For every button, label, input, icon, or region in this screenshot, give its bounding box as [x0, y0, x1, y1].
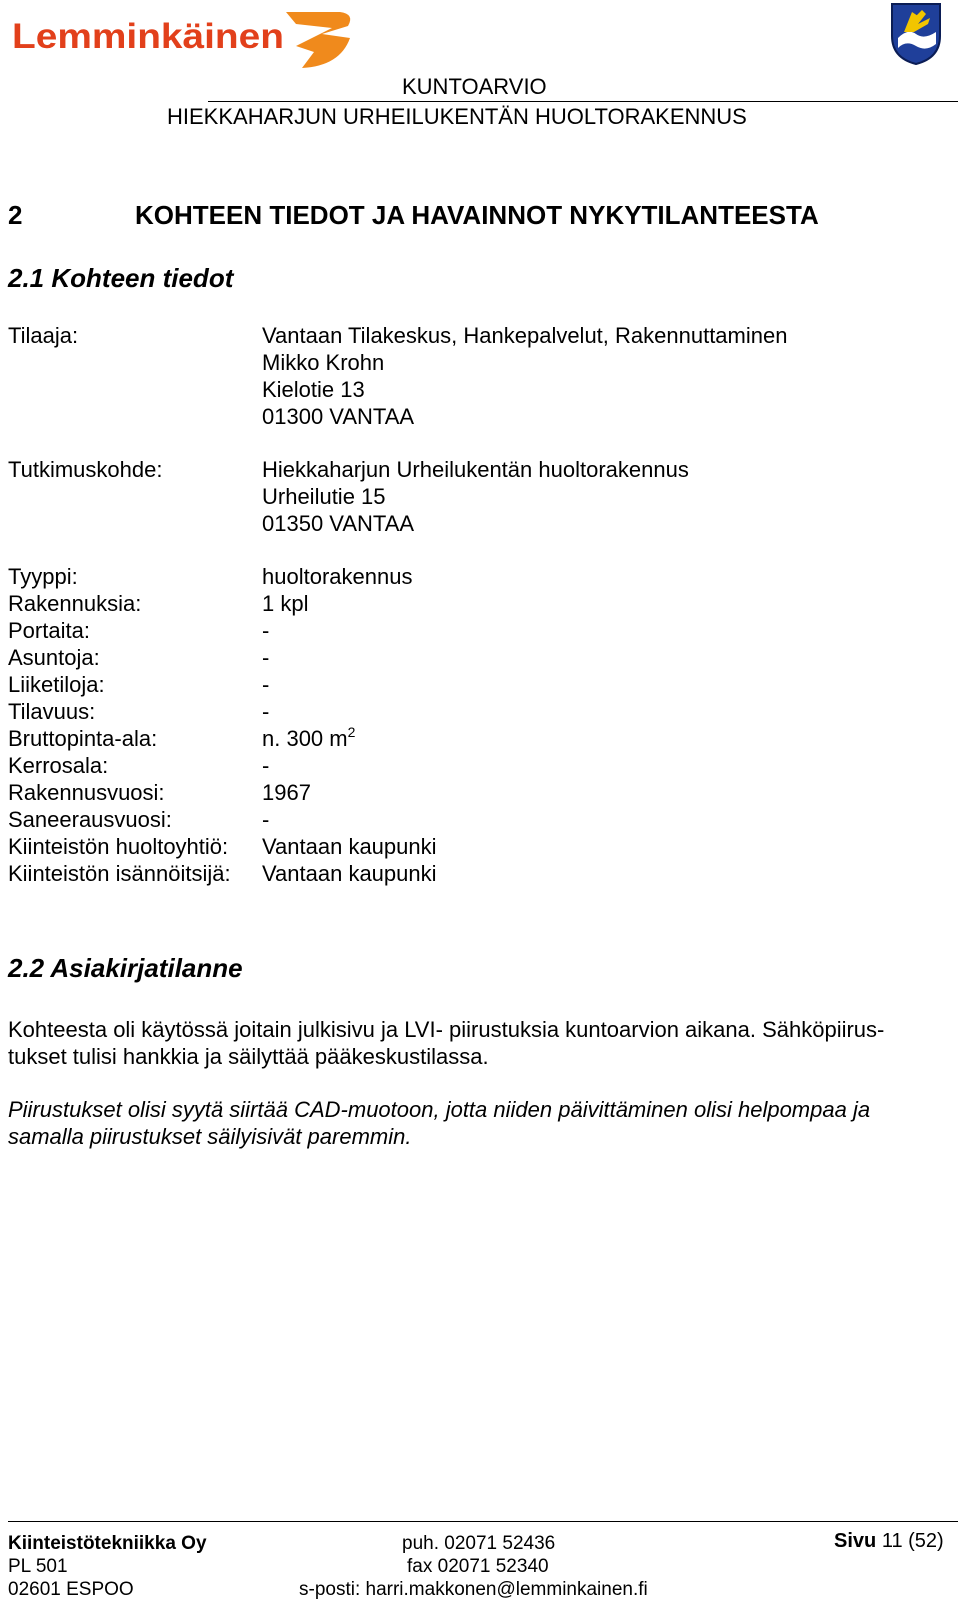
paragraph-line: Piirustukset olisi syytä siirtää CAD-muotoon, jotta niiden päivittäminen olisi helpompaa ja — [8, 1097, 871, 1122]
header-divider — [208, 101, 958, 102]
logo-wordmark: Lemminkäinen — [12, 17, 284, 56]
page-word: Sivu — [834, 1530, 877, 1552]
paragraph-recommendation — [8, 1096, 958, 1150]
field-value: - — [262, 699, 270, 724]
address-line: Vantaan Tilakeskus, Hankepalvelut, Rakennuttaminen — [262, 323, 788, 348]
subsection-title-2-2: 2.2 Asiakirjatilanne — [8, 953, 243, 983]
paragraph-line: Kohteesta oli käytössä joitain julkisivu ja LVI- piirustuksia kuntoarvion aikana. Sähköpiirus- — [8, 1017, 885, 1042]
field-value — [262, 322, 787, 430]
field-value: - — [262, 807, 270, 832]
footer-phone: puh. 02071 52436 — [402, 1533, 556, 1554]
address-line: 01300 VANTAA — [262, 404, 415, 429]
field-value: 1967 — [262, 780, 311, 805]
field-value: Vantaan kaupunki — [262, 861, 437, 886]
field-label: Tilavuus: — [8, 699, 96, 724]
footer-po-box: PL 501 — [8, 1556, 68, 1577]
subsection-title-2-1: 2.1 Kohteen tiedot — [8, 263, 234, 293]
address-line: Hiekkaharjun Urheilukentän huoltorakennus — [262, 457, 689, 482]
logo-swoosh — [286, 12, 350, 68]
field-label: Portaita: — [8, 618, 90, 643]
field-value: - — [262, 672, 270, 697]
footer-fax: fax 02071 52340 — [407, 1556, 549, 1577]
field-label: Liiketiloja: — [8, 672, 105, 697]
footer-divider — [8, 1521, 958, 1522]
field-label: Asuntoja: — [8, 645, 100, 670]
field-label: Rakennuksia: — [8, 591, 142, 616]
field-value — [262, 456, 689, 537]
field-label: Bruttopinta-ala: — [8, 726, 158, 751]
field-label: Tutkimuskohde: — [8, 457, 163, 482]
field-value: - — [262, 645, 270, 670]
footer-city: 02601 ESPOO — [8, 1579, 134, 1600]
address-line: Mikko Krohn — [262, 350, 385, 375]
footer-email: s-posti: harri.makkonen@lemminkainen.fi — [299, 1579, 648, 1600]
area-unit-exponent: 2 — [347, 724, 356, 740]
field-value: huoltorakennus — [262, 564, 413, 589]
field-label: Kiinteistön huoltoyhtiö: — [8, 834, 229, 859]
field-value: Vantaan kaupunki — [262, 834, 437, 859]
section-title: KOHTEEN TIEDOT JA HAVAINNOT NYKYTILANTEESTA — [135, 200, 819, 230]
field-label: Tyyppi: — [8, 564, 78, 589]
area-value: n. 300 m — [262, 726, 348, 751]
address-line: Kielotie 13 — [262, 377, 365, 402]
field-value: - — [262, 618, 270, 643]
paragraph-line: samalla piirustukset säilyisivät paremmin. — [8, 1124, 412, 1149]
document-subtitle: HIEKKAHARJUN URHEILUKENTÄN HUOLTORAKENNUS — [167, 104, 747, 129]
document-title: KUNTOARVIO — [402, 74, 547, 99]
lemminkainen-logo — [10, 8, 355, 70]
footer-company: Kiinteistötekniikka Oy — [8, 1533, 207, 1554]
field-label: Kerrosala: — [8, 753, 109, 778]
field-value: 1 kpl — [262, 591, 309, 616]
field-value — [262, 725, 355, 752]
vantaa-coat-of-arms-icon — [890, 2, 942, 66]
footer-page-number — [834, 1530, 944, 1553]
field-label: Kiinteistön isännöitsijä: — [8, 861, 231, 886]
address-line: Urheilutie 15 — [262, 484, 386, 509]
field-label: Tilaaja: — [8, 323, 79, 348]
paragraph-line: tukset tulisi hankkia ja säilyttää pääkeskustilassa. — [8, 1044, 489, 1069]
section-number: 2 — [8, 200, 23, 230]
field-label: Rakennusvuosi: — [8, 780, 165, 805]
field-value: - — [262, 753, 270, 778]
address-line: 01350 VANTAA — [262, 511, 415, 536]
page-current: 11 — [881, 1530, 903, 1552]
page-total: (52) — [908, 1530, 944, 1552]
field-label: Saneerausvuosi: — [8, 807, 172, 832]
paragraph-documents — [8, 1016, 958, 1070]
